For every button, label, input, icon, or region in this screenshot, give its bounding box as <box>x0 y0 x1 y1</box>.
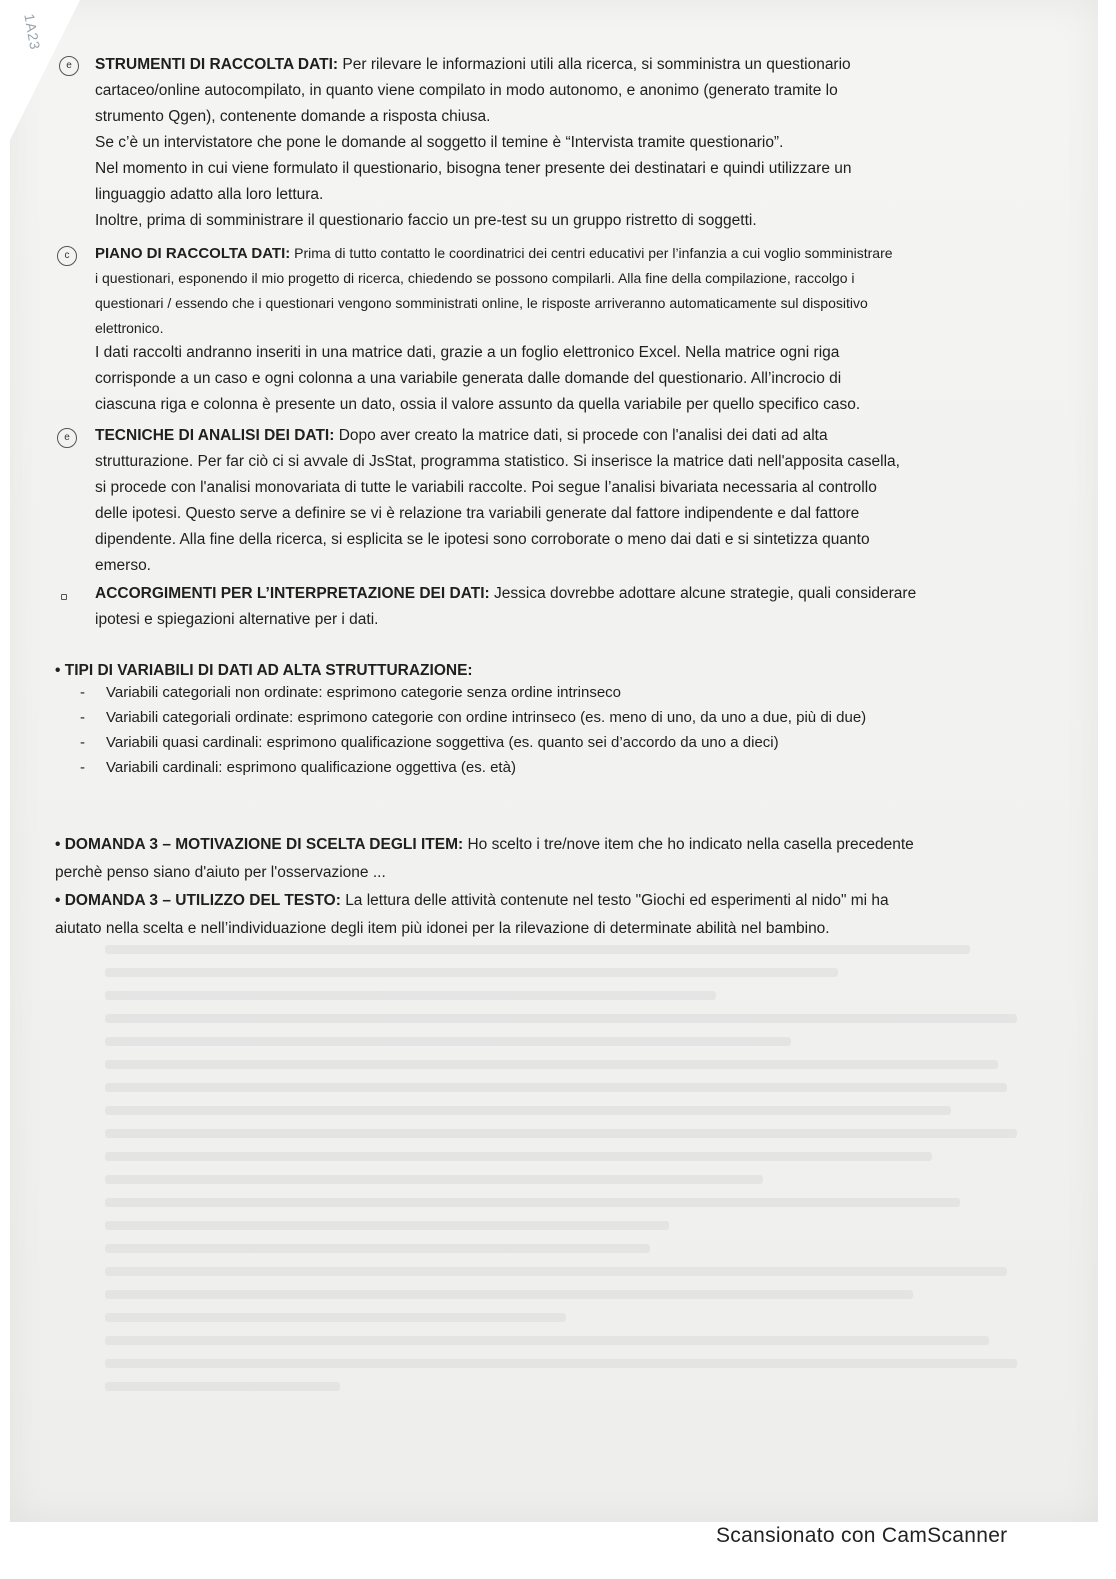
accorgimenti-heading: ACCORGIMENTI PER L’INTERPRETAZIONE DEI DATI: <box>95 585 490 602</box>
domanda-motivazione-line-1: Ho scelto i tre/nove item che ho indicato nella casella precedente <box>467 836 914 853</box>
circle-bullet-tecniche: e <box>57 428 77 448</box>
tecniche-line-3: si procede con l'analisi monovariata di tutte le variabili raccolte. Poi segue l’analisi bivariata necessaria al controllo <box>95 479 877 496</box>
strumenti-line-4: Se c’è un intervistatore che pone le domande al soggetto il temine è “Intervista tramite questionario”. <box>95 134 784 151</box>
tipi-item-3: - Variabili quasi cardinali: esprimono qualificazione soggettiva (es. quanto sei d’accordo da uno a dieci) <box>78 730 866 755</box>
section-strumenti <box>95 52 1040 234</box>
accorgimenti-line-1: Jessica dovrebbe adottare alcune strategie, quali considerare <box>494 585 917 602</box>
domanda-utilizzo <box>55 887 1040 943</box>
domanda-motivazione-heading: • DOMANDA 3 – MOTIVAZIONE DI SCELTA DEGLI ITEM: <box>55 836 464 853</box>
piano-heading: PIANO DI RACCOLTA DATI: <box>95 245 291 262</box>
tipi-item-1: - Variabili categoriali non ordinate: esprimono categorie senza ordine intrinseco <box>78 680 866 705</box>
domanda-utilizzo-heading: • DOMANDA 3 – UTILIZZO DEL TESTO: <box>55 892 341 909</box>
square-bullet-accorgimenti <box>61 594 67 600</box>
piano-matrix-line-2: corrisponde a un caso e ogni colonna a una variabile generata dalle domande del questionario. All’incrocio di <box>95 370 842 387</box>
piano-line-2: i questionari, esponendo il mio progetto di ricerca, chiedendo se possono compilarli. Alla fine della compilazione, raccolgo i <box>95 270 855 286</box>
tecniche-line-6: emerso. <box>95 557 151 574</box>
accorgimenti-line-2: ipotesi e spiegazioni alternative per i dati. <box>95 611 379 628</box>
section-piano-matrix <box>95 340 1040 418</box>
tipi-list <box>78 680 866 780</box>
strumenti-line-6: linguaggio adatto alla loro lettura. <box>95 186 324 203</box>
section-accorgimenti <box>95 581 1040 633</box>
circle-bullet-strumenti: e <box>59 56 79 76</box>
tecniche-line-5: dipendente. Alla fine della ricerca, si esplicita se le ipotesi sono corroborate o meno dai dati e si sintetizza quanto <box>95 531 870 548</box>
section-tecniche <box>95 423 1040 579</box>
domanda-motivazione <box>55 831 1040 887</box>
faded-bleed-through-text <box>105 945 1045 1405</box>
strumenti-line-1: Per rilevare le informazioni utili alla ricerca, si somministra un questionario <box>342 56 851 73</box>
strumenti-line-2: cartaceo/online autocompilato, in quanto viene compilato in modo autonomo, e anonimo (generato tramite lo <box>95 82 838 99</box>
piano-matrix-line-3: ciascuna riga e colonna è presente un dato, ossia il valore assunto da quella variabile per quello specifico caso. <box>95 396 861 413</box>
section-piano <box>95 241 1040 341</box>
domanda-utilizzo-line-2: aiutato nella scelta e nell’individuazione degli item più idonei per la rilevazione di determinate abilità nel bambino. <box>55 920 830 937</box>
scan-mark: 1A23 <box>21 12 44 52</box>
circle-bullet-piano: c <box>57 246 77 266</box>
tecniche-line-1: Dopo aver creato la matrice dati, si procede con l'analisi dei dati ad alta <box>338 427 828 444</box>
tecniche-heading: TECNICHE DI ANALISI DEI DATI: <box>95 427 335 444</box>
scanner-footer: Scansionato con CamScanner <box>716 1524 1008 1547</box>
strumenti-line-7: Inoltre, prima di somministrare il questionario faccio un pre-test su un gruppo ristretto di soggetti. <box>95 212 757 229</box>
piano-line-4: elettronico. <box>95 320 164 336</box>
domanda-utilizzo-line-1: La lettura delle attività contenute nel testo "Giochi ed esperimenti al nido" mi ha <box>345 892 889 909</box>
piano-line-1: Prima di tutto contatto le coordinatrici dei centri educativi per l’infanzia a cui voglio somministrare <box>294 245 893 261</box>
tecniche-line-2: strutturazione. Per far ciò ci si avvale di JsStat, programma statistico. Si inserisce la matrice dati nell'apposita casella, <box>95 453 900 470</box>
tipi-item-2: - Variabili categoriali ordinate: esprimono categorie con ordine intrinseco (es. meno di uno, da uno a due, più di due) <box>78 705 866 730</box>
domanda-motivazione-line-2: perchè penso siano d'aiuto per l'osservazione ... <box>55 864 386 881</box>
strumenti-line-3: strumento Qgen), contenente domande a risposta chiusa. <box>95 108 491 125</box>
strumenti-line-5: Nel momento in cui viene formulato il questionario, bisogna tener presente dei destinatari e quindi utilizzare un <box>95 160 852 177</box>
strumenti-heading: STRUMENTI DI RACCOLTA DATI: <box>95 56 339 73</box>
tecniche-line-4: delle ipotesi. Questo serve a definire se vi è relazione tra variabili generate dal fattore indipendente e dal fattore <box>95 505 860 522</box>
tipi-item-4: - Variabili cardinali: esprimono qualificazione oggettiva (es. età) <box>78 755 866 780</box>
tipi-title: • TIPI DI VARIABILI DI DATI AD ALTA STRUTTURAZIONE: <box>55 662 473 679</box>
piano-line-3: questionari / essendo che i questionari vengono somministrati online, le risposte arriveranno automaticamente sul dispositivo <box>95 295 868 311</box>
piano-matrix-line-1: I dati raccolti andranno inseriti in una matrice dati, grazie a un foglio elettronico Excel. Nella matrice ogni riga <box>95 344 840 361</box>
